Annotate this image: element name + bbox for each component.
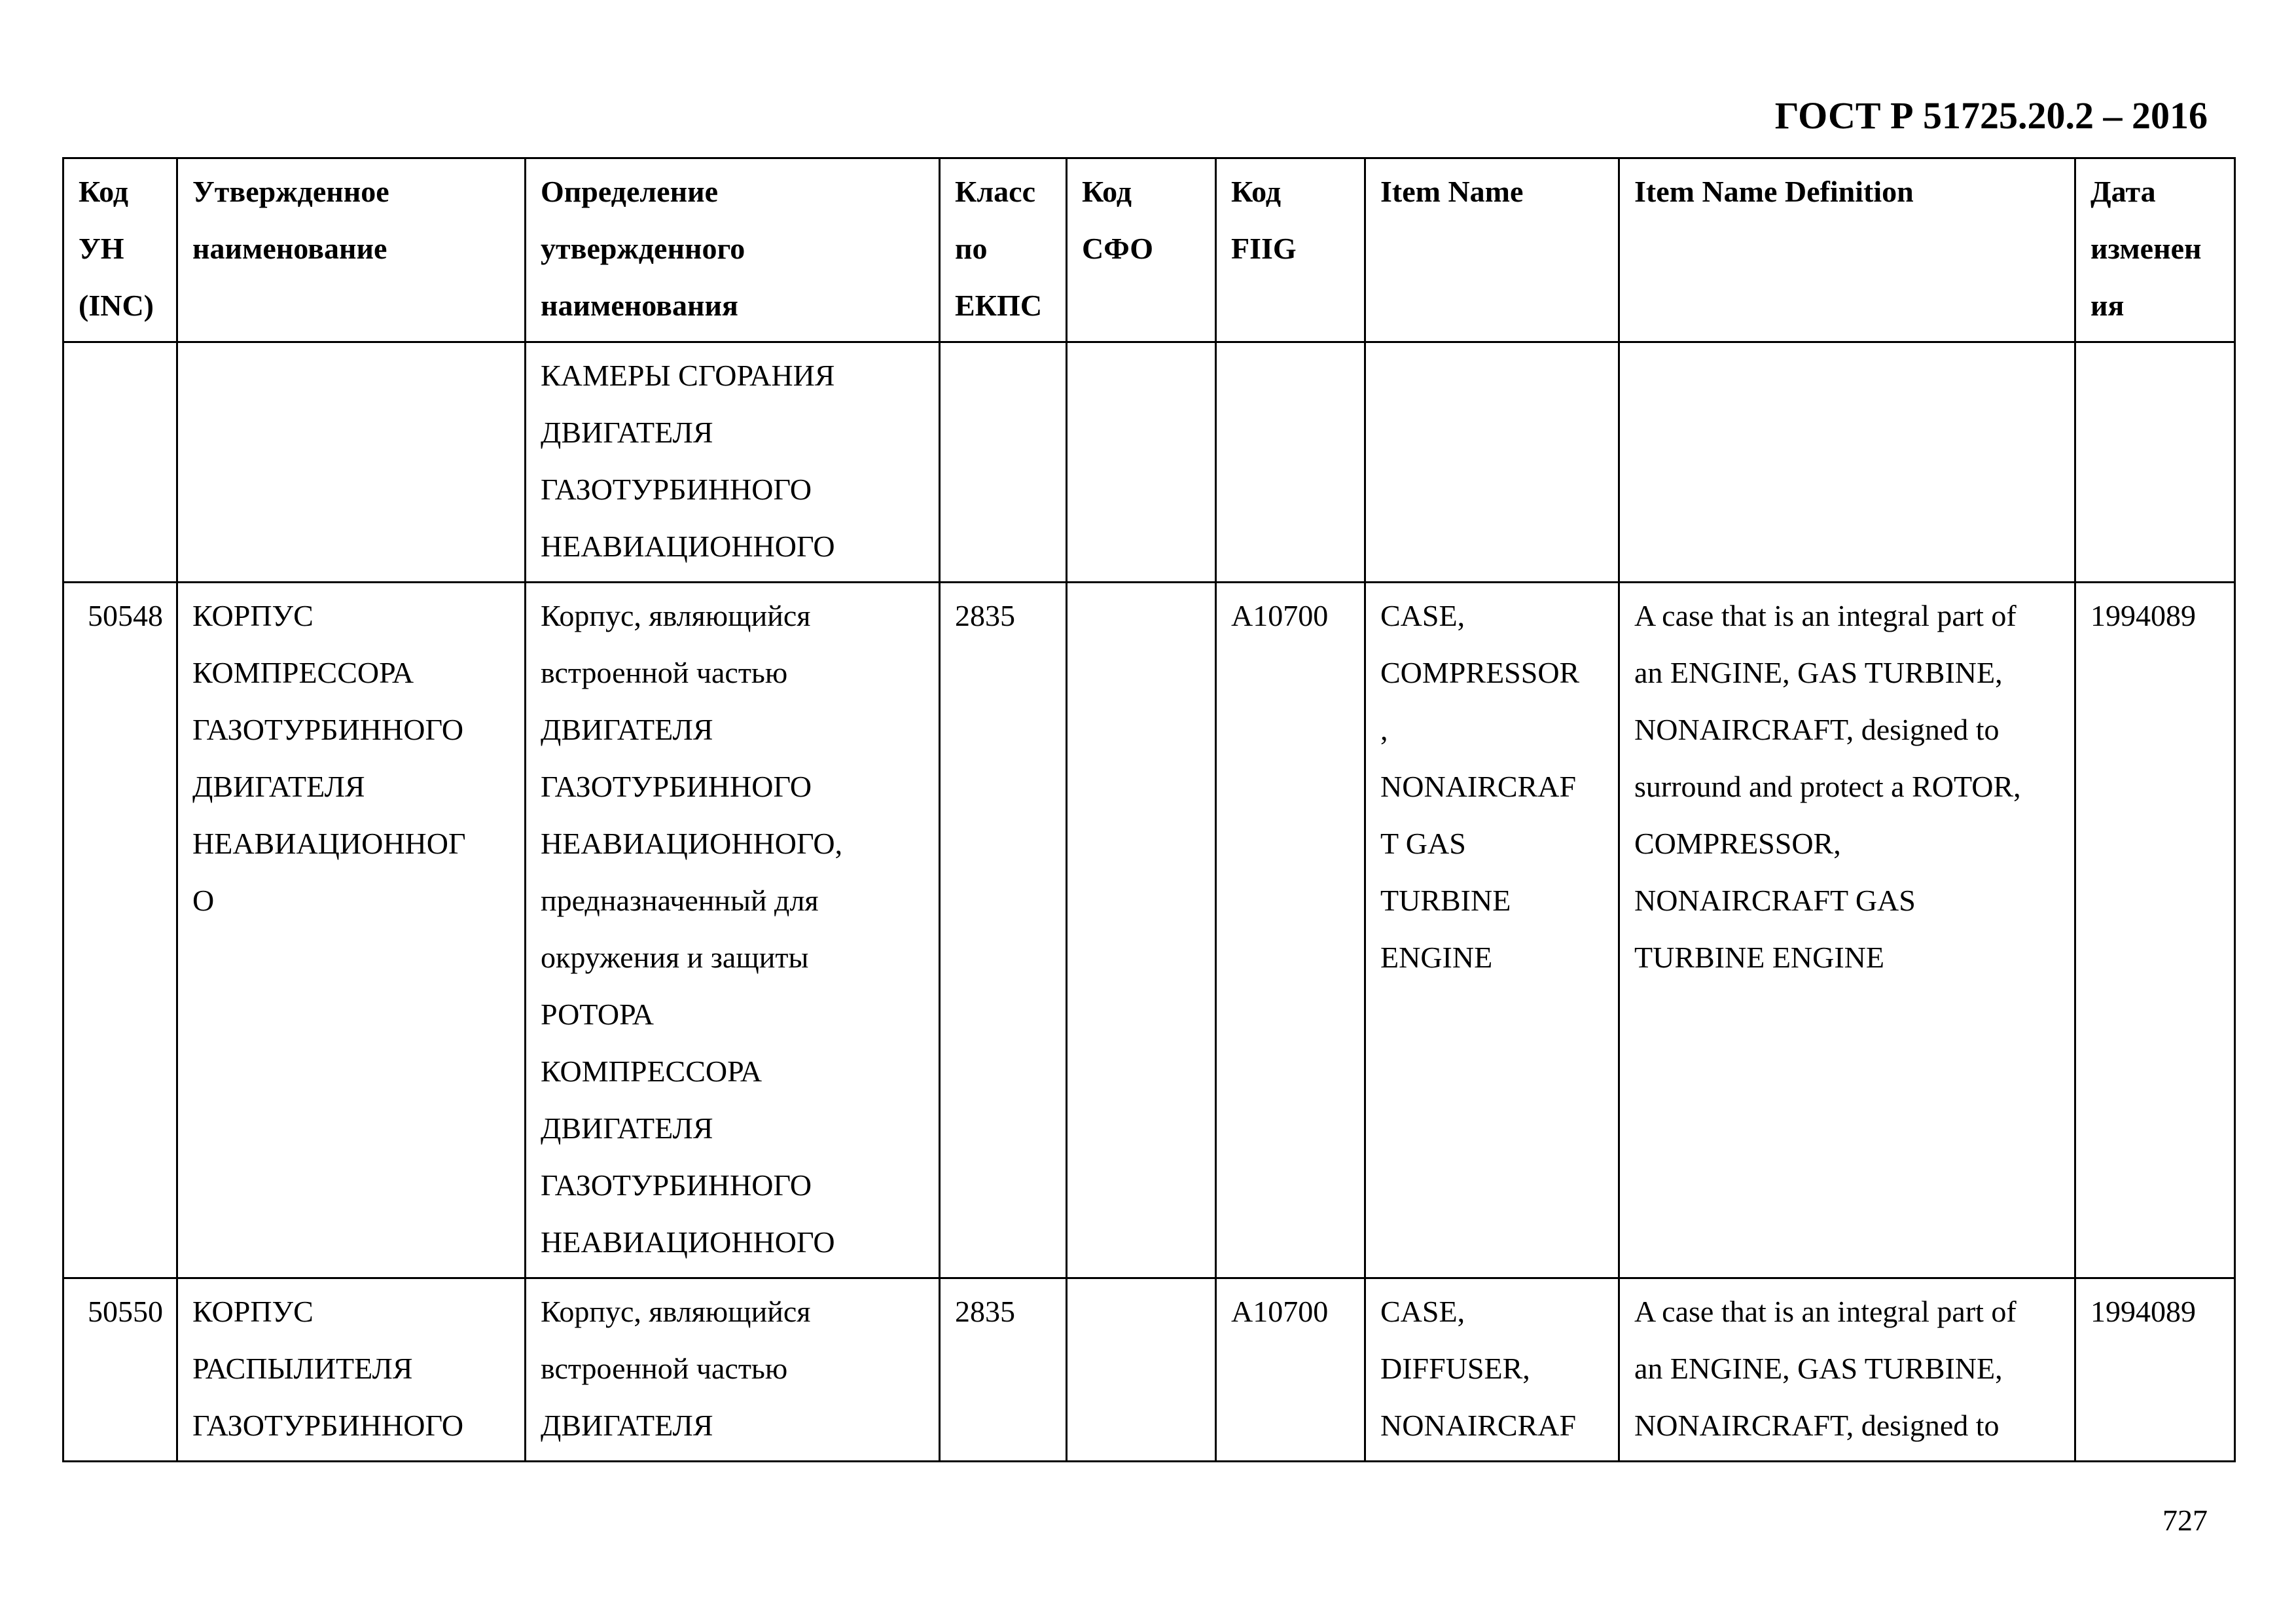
cell-ekps-class: 2835: [940, 583, 1067, 1278]
cell-item-name: CASE, DIFFUSER, NONAIRCRAF: [1365, 1278, 1619, 1462]
cell-name-definition: КАМЕРЫ СГОРАНИЯ ДВИГАТЕЛЯ ГАЗОТУРБИННОГО НЕАВИАЦИОННОГО: [526, 342, 940, 583]
col-header-item-name-definition: Item Name Definition: [1619, 158, 2075, 342]
cell-item-name: CASE, COMPRESSOR , NONAIRCRAF T GAS TURBINE ENGINE: [1365, 583, 1619, 1278]
table-row: [63, 583, 2235, 1278]
table-row: [63, 1278, 2235, 1462]
col-header-fiig-code: Код FIIG: [1216, 158, 1365, 342]
table-row: [63, 342, 2235, 583]
document-standard-code: ГОСТ Р 51725.20.2 – 2016: [1774, 94, 2208, 137]
col-header-item-name: Item Name: [1365, 158, 1619, 342]
cell-inc: 50550: [63, 1278, 177, 1462]
cell-change-date: 1994089: [2075, 1278, 2235, 1462]
col-header-change-date: Дата изменен ия: [2075, 158, 2235, 342]
cell-name-definition: Корпус, являющийся встроенной частью ДВИГАТЕЛЯ ГАЗОТУРБИННОГО НЕАВИАЦИОННОГО, предназначенный для окружения и защиты РОТОРА КОМПРЕССОРА ДВИГАТЕЛЯ ГАЗОТУРБИННОГО НЕАВИАЦИОННОГО: [526, 583, 940, 1278]
cell-sfo-code: [1067, 583, 1216, 1278]
col-header-approved-name: Утвержденное наименование: [177, 158, 526, 342]
cell-change-date: [2075, 342, 2235, 583]
nomenclature-table: [62, 157, 2236, 1462]
cell-ekps-class: [940, 342, 1067, 583]
page-number: 727: [2162, 1504, 2208, 1537]
col-header-inc: Код УН (INC): [63, 158, 177, 342]
col-header-name-definition: Определение утвержденного наименования: [526, 158, 940, 342]
cell-name-definition: Корпус, являющийся встроенной частью ДВИГАТЕЛЯ: [526, 1278, 940, 1462]
cell-sfo-code: [1067, 342, 1216, 583]
cell-item-name-definition: [1619, 342, 2075, 583]
cell-item-name-definition: A case that is an integral part of an ENGINE, GAS TURBINE, NONAIRCRAFT, designed to: [1619, 1278, 2075, 1462]
cell-sfo-code: [1067, 1278, 1216, 1462]
cell-item-name: [1365, 342, 1619, 583]
cell-approved-name: КОРПУС РАСПЫЛИТЕЛЯ ГАЗОТУРБИННОГО: [177, 1278, 526, 1462]
cell-item-name-definition: A case that is an integral part of an ENGINE, GAS TURBINE, NONAIRCRAFT, designed to surround and protect a ROTOR, COMPRESSOR, NONAIRCRAFT GAS TURBINE ENGINE: [1619, 583, 2075, 1278]
table-header-row: [63, 158, 2235, 342]
cell-approved-name: КОРПУС КОМПРЕССОРА ГАЗОТУРБИННОГО ДВИГАТЕЛЯ НЕАВИАЦИОННОГ О: [177, 583, 526, 1278]
col-header-ekps-class: Класс по ЕКПС: [940, 158, 1067, 342]
cell-ekps-class: 2835: [940, 1278, 1067, 1462]
cell-inc: [63, 342, 177, 583]
cell-fiig-code: A10700: [1216, 583, 1365, 1278]
cell-fiig-code: [1216, 342, 1365, 583]
cell-fiig-code: A10700: [1216, 1278, 1365, 1462]
cell-change-date: 1994089: [2075, 583, 2235, 1278]
col-header-sfo-code: Код СФО: [1067, 158, 1216, 342]
cell-approved-name: [177, 342, 526, 583]
cell-inc: 50548: [63, 583, 177, 1278]
